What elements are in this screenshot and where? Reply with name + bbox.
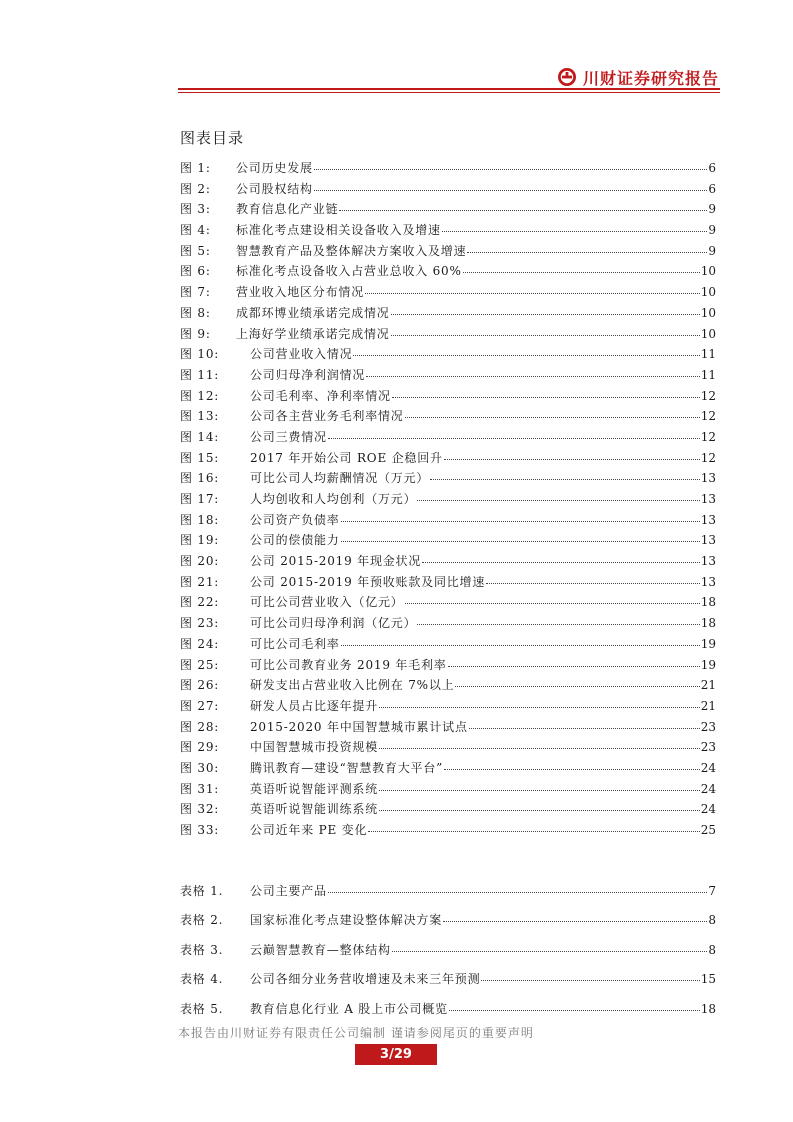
figure-toc-entry-label: 图 22: <box>180 595 220 610</box>
figure-toc-entry-label: 图 20: <box>180 554 220 569</box>
figure-toc-entry-page-number: 11 <box>700 347 716 362</box>
figure-toc-entry-page-number: 18 <box>700 595 716 610</box>
figure-toc-entry[interactable] <box>180 592 716 613</box>
figure-toc-entry[interactable] <box>180 386 716 407</box>
figure-toc-entry-page-number: 13 <box>700 533 716 548</box>
figure-toc-entry-title: 标准化考点建设相关设备收入及增速 <box>236 223 441 238</box>
table-toc-entry-title: 云巅智慧教育—整体结构 <box>250 942 391 957</box>
figure-toc-entry-title: 研发人员占比逐年提升 <box>250 698 379 713</box>
dot-leader <box>486 583 700 584</box>
brand-name: 川财证券研究报告 <box>582 68 719 88</box>
figure-toc-entry[interactable] <box>180 324 716 345</box>
figure-toc-entry[interactable] <box>180 696 716 717</box>
figure-toc-list <box>180 158 716 841</box>
figure-toc-entry[interactable] <box>180 158 716 179</box>
dot-leader <box>481 980 699 981</box>
figure-toc-entry-title: 研发支出占营业收入比例在 7%以上 <box>250 678 455 693</box>
header-divider-thin <box>178 92 720 93</box>
figure-toc-entry-title: 可比公司人均薪酬情况（万元） <box>250 471 430 486</box>
figure-toc-entry-title: 成都环博业绩承诺完成情况 <box>236 305 390 320</box>
figure-toc-entry[interactable] <box>180 448 716 469</box>
figure-toc-entry-label: 图 2: <box>180 181 211 196</box>
figure-toc-entry-title: 人均创收和人均创利（万元） <box>250 492 417 506</box>
figure-toc-entry[interactable] <box>180 551 716 572</box>
figure-toc-entry-label: 图 18: <box>180 512 220 527</box>
table-toc-entry[interactable] <box>180 995 716 1024</box>
figure-toc-entry-page-number: 13 <box>700 512 716 527</box>
figure-toc-entry[interactable] <box>180 655 716 676</box>
figure-toc-entry[interactable] <box>180 799 716 820</box>
figure-toc-entry-title: 公司营业收入情况 <box>250 347 353 362</box>
figure-toc-entry-label: 图 13: <box>180 409 220 424</box>
figure-toc-entry-page-number: 6 <box>708 181 716 196</box>
figure-toc-entry-title: 可比公司教育业务 2019 年毛利率 <box>250 657 447 672</box>
figure-toc-entry[interactable] <box>180 427 716 448</box>
figure-toc-entry-page-number: 24 <box>700 781 716 796</box>
figure-toc-entry-page-number: 11 <box>700 367 716 382</box>
figure-toc-entry-page-number: 12 <box>700 429 716 444</box>
figure-toc-entry-page-number: 10 <box>700 285 716 300</box>
page-title: 图表目录 <box>180 129 245 147</box>
dot-leader <box>448 666 700 667</box>
figure-toc-entry[interactable] <box>180 675 716 696</box>
figure-toc-entry[interactable] <box>180 365 716 386</box>
table-toc-entry-label: 表格 3. <box>180 942 224 957</box>
dot-leader <box>391 314 700 315</box>
figure-toc-entry-label: 图 24: <box>180 636 220 651</box>
figure-toc-entry[interactable] <box>180 510 716 531</box>
figure-toc-entry-title: 教育信息化产业链 <box>236 202 339 217</box>
figure-toc-entry-title: 营业收入地区分布情况 <box>236 285 365 300</box>
figure-toc-entry-page-number: 9 <box>708 202 716 217</box>
figure-toc-entry[interactable] <box>180 613 716 634</box>
header-divider <box>178 88 720 90</box>
table-toc-entry[interactable] <box>180 906 716 935</box>
figure-toc-entry-title: 公司历史发展 <box>236 161 313 175</box>
figure-toc-entry[interactable] <box>180 468 716 489</box>
dot-leader <box>417 500 699 501</box>
dot-leader <box>449 1010 700 1011</box>
figure-toc-entry-label: 图 16: <box>180 471 220 486</box>
table-toc-entry-label: 表格 2. <box>180 913 224 928</box>
figure-toc-entry-page-number: 12 <box>700 388 716 403</box>
table-toc-entry-page-number: 8 <box>708 913 716 928</box>
figure-toc-entry-page-number: 23 <box>700 740 716 755</box>
figure-toc-entry-title: 标准化考点设备收入占营业总收入 60% <box>236 264 462 279</box>
figure-toc-entry-title: 公司毛利率、净利率情况 <box>250 388 391 403</box>
figure-toc-entry-page-number: 6 <box>708 161 716 175</box>
figure-toc-entry[interactable] <box>180 758 716 779</box>
table-toc-entry-title: 公司各细分业务营收增速及未来三年预测 <box>250 972 481 987</box>
figure-toc-entry-label: 图 11: <box>180 367 220 382</box>
dot-leader <box>314 169 708 170</box>
figure-toc-entry-page-number: 13 <box>700 554 716 569</box>
figure-toc-entry-label: 图 33: <box>180 823 220 837</box>
figure-toc-entry-label: 图 3: <box>180 202 211 217</box>
figure-toc-entry-page-number: 10 <box>700 326 716 341</box>
table-toc-entry-page-number: 18 <box>700 1001 716 1016</box>
figure-toc-entry[interactable] <box>180 489 716 510</box>
figure-toc-entry-title: 公司近年来 PE 变化 <box>250 823 368 837</box>
figure-toc-entry-label: 图 25: <box>180 657 220 672</box>
figure-toc-entry[interactable] <box>180 717 716 738</box>
figure-toc-entry-title: 2015-2020 年中国智慧城市累计试点 <box>250 719 468 734</box>
figure-toc-entry-page-number: 25 <box>700 823 716 837</box>
dot-leader <box>469 728 700 729</box>
dot-leader <box>463 272 700 273</box>
figure-toc-entry-page-number: 13 <box>700 492 716 506</box>
figure-toc-entry-page-number: 19 <box>700 636 716 651</box>
figure-toc-entry-page-number: 24 <box>700 760 716 775</box>
dot-leader <box>341 541 700 542</box>
figure-toc-entry-label: 图 23: <box>180 616 220 631</box>
dot-leader <box>443 921 707 922</box>
figure-toc-entry-label: 图 29: <box>180 740 220 755</box>
dot-leader <box>455 686 699 687</box>
dot-leader <box>353 355 699 356</box>
figure-toc-entry-page-number: 10 <box>700 305 716 320</box>
dot-leader <box>430 479 700 480</box>
dot-leader <box>467 252 707 253</box>
figure-toc-entry[interactable] <box>180 737 716 758</box>
figure-toc-entry-label: 图 5: <box>180 243 211 258</box>
figure-toc-entry-title: 中国智慧城市投资规模 <box>250 740 379 755</box>
dot-leader <box>365 293 700 294</box>
figure-toc-entry[interactable] <box>180 406 716 427</box>
figure-toc-entry-label: 图 19: <box>180 533 220 548</box>
figure-toc-entry-page-number: 19 <box>700 657 716 672</box>
footer-disclaimer: 本报告由川财证券有限责任公司编制 谨请参阅尾页的重要声明 <box>178 1026 534 1040</box>
figure-toc-entry-label: 图 4: <box>180 223 211 238</box>
figure-toc-entry-label: 图 27: <box>180 698 220 713</box>
figure-toc-entry[interactable] <box>180 199 716 220</box>
figure-toc-entry-label: 图 10: <box>180 347 220 362</box>
table-toc-entry-title: 公司主要产品 <box>250 884 327 898</box>
dot-leader <box>392 951 708 952</box>
figure-toc-entry-title: 可比公司毛利率 <box>250 636 340 651</box>
dot-leader <box>328 438 700 439</box>
dot-leader <box>328 892 708 893</box>
table-toc-entry-page-number: 7 <box>708 884 716 898</box>
figure-toc-entry[interactable] <box>180 634 716 655</box>
figure-toc-entry-title: 公司归母净利润情况 <box>250 367 366 382</box>
figure-toc-entry[interactable] <box>180 572 716 593</box>
figure-toc-entry-title: 上海好学业绩承诺完成情况 <box>236 326 390 341</box>
figure-toc-entry-title: 腾讯教育—建设“智慧教育大平台” <box>250 760 444 775</box>
dot-leader <box>314 190 708 191</box>
figure-toc-entry-title: 公司 2015-2019 年现金状况 <box>250 554 422 569</box>
figure-toc-entry-label: 图 15: <box>180 450 220 465</box>
figure-toc-entry-label: 图 8: <box>180 305 211 320</box>
figure-toc-entry-page-number: 18 <box>700 616 716 631</box>
figure-toc-entry-label: 图 32: <box>180 802 220 817</box>
figure-toc-entry-label: 图 9: <box>180 326 211 341</box>
table-toc-entry[interactable] <box>180 965 716 994</box>
figure-toc-entry-label: 图 31: <box>180 781 220 796</box>
figure-toc-entry-label: 图 28: <box>180 719 220 734</box>
figure-toc-entry[interactable] <box>180 344 716 365</box>
figure-toc-entry-label: 图 21: <box>180 574 220 589</box>
table-toc-entry-label: 表格 5. <box>180 1001 224 1016</box>
dot-leader <box>366 376 700 377</box>
figure-toc-entry-page-number: 13 <box>700 471 716 486</box>
dot-leader <box>444 459 700 460</box>
dot-leader <box>341 521 700 522</box>
figure-toc-entry-title: 可比公司归母净利润（亿元） <box>250 616 417 631</box>
figure-toc-entry-title: 公司 2015-2019 年预收账款及同比增速 <box>250 574 486 589</box>
figure-toc-entry-label: 图 14: <box>180 429 220 444</box>
dot-leader <box>422 562 700 563</box>
chuancai-logo-icon <box>557 67 577 87</box>
dot-leader <box>405 417 700 418</box>
figure-toc-entry-title: 公司资产负债率 <box>250 512 340 527</box>
dot-leader <box>379 748 700 749</box>
page-number-badge: 3/29 <box>355 1044 437 1065</box>
figure-toc-entry-page-number: 21 <box>700 678 716 693</box>
table-toc-entry-title: 教育信息化行业 A 股上市公司概览 <box>250 1001 448 1016</box>
figure-toc-entry[interactable] <box>180 179 716 200</box>
figure-toc-entry[interactable] <box>180 820 716 841</box>
dot-leader <box>391 335 700 336</box>
table-toc-entry-title: 国家标准化考点建设整体解决方案 <box>250 913 443 928</box>
figure-toc-entry-label: 图 12: <box>180 388 220 403</box>
table-toc-list <box>180 877 716 1024</box>
figure-toc-entry[interactable] <box>180 779 716 800</box>
table-toc-entry-page-number: 8 <box>708 942 716 957</box>
figure-toc-entry-label: 图 26: <box>180 678 220 693</box>
figure-toc-entry-page-number: 21 <box>700 698 716 713</box>
figure-toc-entry-label: 图 7: <box>180 285 211 300</box>
dot-leader <box>405 603 700 604</box>
figure-toc-entry-title: 智慧教育产品及整体解决方案收入及增速 <box>236 243 467 258</box>
figure-toc-entry[interactable] <box>180 241 716 262</box>
table-toc-entry[interactable] <box>180 936 716 965</box>
figure-toc-entry-label: 图 1: <box>180 161 211 175</box>
dot-leader <box>368 831 699 832</box>
figure-toc-entry-page-number: 23 <box>700 719 716 734</box>
figure-toc-entry[interactable] <box>180 303 716 324</box>
figure-toc-entry-title: 公司各主营业务毛利率情况 <box>250 409 404 424</box>
table-toc-entry[interactable] <box>180 877 716 906</box>
dot-leader <box>392 397 700 398</box>
figure-toc-entry-title: 公司三费情况 <box>250 429 327 444</box>
figure-toc-entry-label: 图 30: <box>180 760 220 775</box>
table-toc-entry-label: 表格 1. <box>180 884 224 898</box>
figure-toc-entry-page-number: 9 <box>708 223 716 238</box>
figure-toc-entry[interactable] <box>180 261 716 282</box>
figure-toc-entry-label: 图 17: <box>180 492 220 506</box>
figure-toc-entry-title: 英语听说智能训练系统 <box>250 802 379 817</box>
figure-toc-entry-page-number: 10 <box>700 264 716 279</box>
figure-toc-entry-label: 图 6: <box>180 264 211 279</box>
figure-toc-entry-title: 可比公司营业收入（亿元） <box>250 595 404 610</box>
figure-toc-entry-title: 英语听说智能评测系统 <box>250 781 379 796</box>
report-header-brand <box>557 66 719 88</box>
dot-leader <box>379 790 700 791</box>
figure-toc-entry-page-number: 12 <box>700 409 716 424</box>
figure-toc-entry-page-number: 13 <box>700 574 716 589</box>
dot-leader <box>417 624 699 625</box>
dot-leader <box>379 810 700 811</box>
dot-leader <box>341 645 700 646</box>
dot-leader <box>379 707 700 708</box>
table-toc-entry-label: 表格 4. <box>180 972 224 987</box>
figure-toc-entry[interactable] <box>180 530 716 551</box>
figure-toc-entry-page-number: 9 <box>708 243 716 258</box>
figure-toc-entry[interactable] <box>180 220 716 241</box>
figure-toc-entry-page-number: 12 <box>700 450 716 465</box>
figure-toc-entry-title: 公司的偿债能力 <box>250 533 340 548</box>
figure-toc-entry-page-number: 24 <box>700 802 716 817</box>
figure-toc-entry-title: 2017 年开始公司 ROE 企稳回升 <box>250 450 443 465</box>
figure-toc-entry-title: 公司股权结构 <box>236 181 313 196</box>
table-toc-entry-page-number: 15 <box>700 972 716 987</box>
figure-toc-entry[interactable] <box>180 282 716 303</box>
dot-leader <box>444 769 700 770</box>
dot-leader <box>339 210 707 211</box>
dot-leader <box>442 231 708 232</box>
